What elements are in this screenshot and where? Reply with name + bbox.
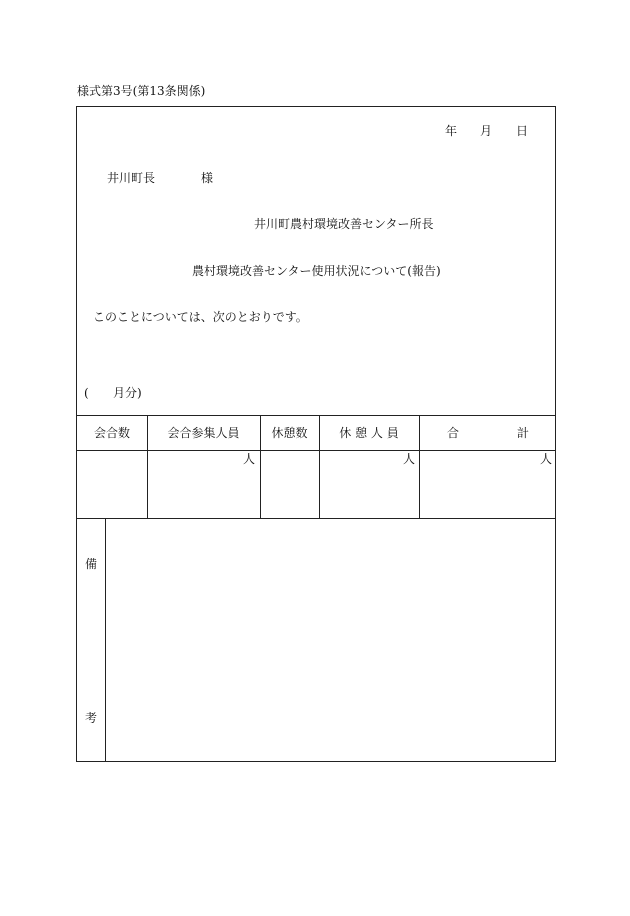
unit-total: 人 [540, 452, 553, 466]
unit-rest-people: 人 [403, 452, 416, 466]
body-text: このことについては、次のとおりです。 [93, 310, 308, 324]
addressee-honorific: 様 [201, 171, 214, 185]
period-month-label: 月分) [113, 386, 142, 400]
header-meetings: 会合数 [93, 426, 130, 440]
remarks-divider [105, 518, 106, 762]
remarks-top-rule [76, 518, 556, 519]
unit-participants: 人 [243, 452, 256, 466]
header-rest-people: 休 憩 人 員 [339, 426, 399, 440]
date-year-label: 年 [445, 124, 458, 138]
date-day-label: 日 [516, 124, 529, 138]
remarks-label-char-2: 考 [85, 711, 98, 725]
remarks-label-char-1: 備 [85, 557, 98, 571]
header-participants: 会合参集人員 [167, 426, 240, 440]
date-month-label: 月 [480, 124, 493, 138]
sender-title: 井川町農村環境改善センター所長 [254, 217, 434, 231]
period-open-paren: ( [84, 386, 89, 400]
table-header-rule [76, 450, 556, 451]
report-subject: 農村環境改善センター使用状況について(報告) [192, 264, 441, 278]
header-rest-count: 休憩数 [271, 426, 308, 440]
form-number-label: 様式第3号(第13条関係) [77, 84, 206, 98]
addressee-name: 井川町長 [107, 171, 156, 185]
header-total-char-1: 合 [447, 426, 460, 440]
header-total-char-2: 計 [517, 426, 530, 440]
table-col-divider [419, 415, 420, 518]
